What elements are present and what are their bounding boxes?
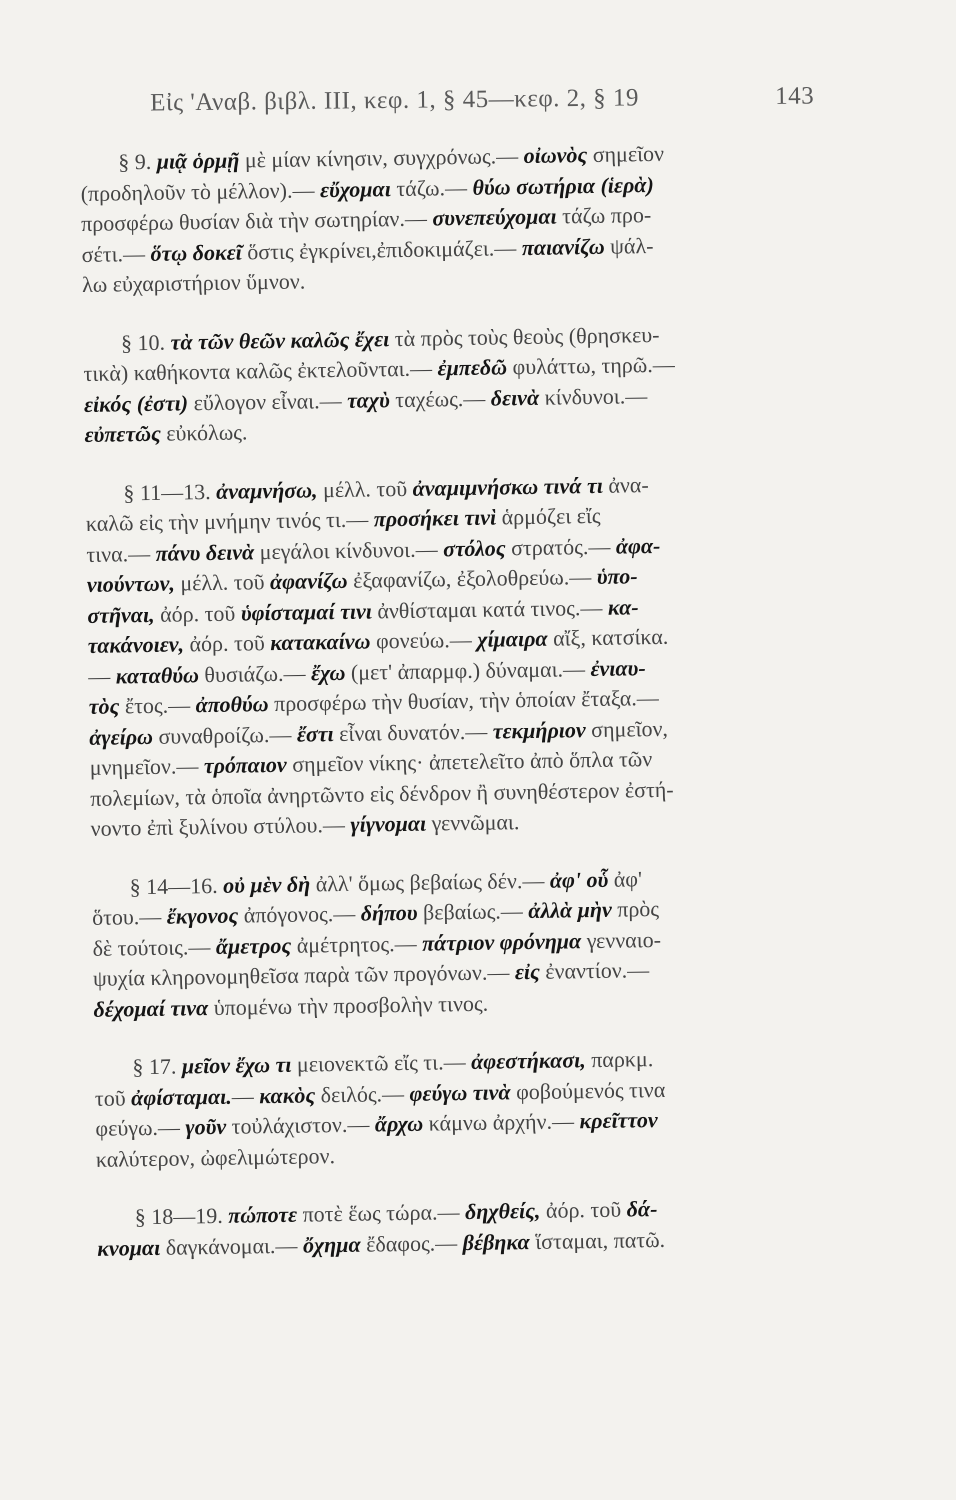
definition-text: — [88,663,116,689]
headword: μεῖον ἔχω τι [181,1051,292,1079]
definition-text: λω εὐχαριστήριον ὕμνον. [81,268,306,297]
headword: ταχὺ [346,386,390,413]
page-number: 143 [774,82,815,110]
headword: τακάνοιεν, [87,631,185,658]
definition-text: ἀόρ. τοῦ [154,600,242,627]
headword: ἀλλὰ μὴν [528,896,612,924]
headword: κρεῖττον [579,1107,658,1134]
headword: ἄρχω [374,1110,424,1137]
headword: ἄμετρος [215,932,292,959]
definition-text: τοὐλάχιστον.— [225,1111,376,1139]
headword: ἀναμιμνήσκω τινά τι [412,472,604,501]
glossary-body [80,136,858,1292]
definition-text: δὲ τούτοις.— [92,933,217,961]
headword: ἀφ' οὗ [549,866,609,893]
definition-text: σημεῖον νίκης· ἀπετελεῖτο ἀπὸ ὅπλα τῶν [286,746,653,777]
definition-text: πολεμίων, τὰ ὁποῖα ἀνηρτῶντο εἰς δένδρον ἢ συνηθέστερον ἐστή- [90,776,674,811]
headword: δεινὰ [490,384,540,411]
definition-text: εὐκόλως. [160,419,248,446]
definition-text: ὑπομένω τὴν προσβολὴν τινος. [208,990,489,1020]
definition-text: ὅστις ἐγκρίνει,ἐπιδοκιμάζει.— [241,234,523,264]
headword: ἔστι [296,720,334,747]
definition-text: σέτι.— [81,240,151,267]
headword: εὔχομαι [319,175,392,202]
definition-text: § 11—13. [123,478,217,505]
headword: τὸς [88,693,120,719]
headword: ὑφίσταμαί τινι [240,597,373,626]
definition-text: μέλλ. τοῦ [174,569,271,596]
definition-text: συναθροίζω.— [152,721,298,749]
headword: κακὸς [259,1081,316,1108]
headword: δέχομαί τινα [93,994,209,1022]
glossary-paragraph [91,860,853,1024]
headword: νιούντων, [86,570,176,597]
headword: συνεπεύχομαι [432,203,557,231]
headword: πάνυ δεινὰ [155,538,255,566]
definition-text: προσφέρω θυσίαν διὰ τὴν σωτηρίαν.— [80,205,433,236]
definition-text: ψυχία κληρονομηθεῖσα παρὰ τῶν προγόνων.— [92,959,516,991]
definition-text: § 18—19. [134,1202,229,1230]
definition-text: ποτὲ ἕως τώρα.— [296,1199,466,1227]
definition-text: ἀνθίσταμαι κατά τινος.— [371,594,609,623]
headword: θύω σωτήρια (ἱερὰ) [472,171,654,200]
headword: χίμαιρα [477,625,548,652]
definition-text: ἔδαφος.— [360,1229,463,1257]
definition-text: μέλλ. τοῦ [317,475,413,502]
definition-text: εὔλογον εἶναι.— [187,387,348,415]
headword: παιανίζω [521,233,605,260]
headword: πάτριον φρόνημα [421,927,582,956]
definition-text: στρατός.— [505,533,617,560]
headword: στόλος [442,534,506,561]
definition-text: θυσιάζω.— [198,659,312,687]
definition-text: — [231,1082,260,1109]
headword: καταθύω [115,661,200,689]
definition-text: τοῦ [94,1084,132,1111]
headword: ἀναμνήσω, [215,476,318,504]
definition-text: γενναιο- [581,926,662,953]
definition-text: § 9. [118,148,157,175]
headword: ἐμπεδῶ [437,354,508,381]
definition-text: ἁρμόζει εἴς [495,502,601,530]
headword: κνομαι [97,1234,161,1261]
headword: τρόπαιον [203,751,287,779]
definition-text: ἀόρ. τοῦ [183,630,271,657]
headword: ὅτῳ δοκεῖ [150,238,242,266]
definition-text: πρὸς [611,896,660,922]
headword: εἰκός (ἐστι) [83,389,189,417]
headword: βέβηκα [462,1228,530,1255]
definition-text: § 17. [132,1053,183,1080]
definition-text: φεύγω.— [95,1114,186,1141]
headword: οἰωνὸς [523,142,588,169]
headword: μιᾷ ὁρμῇ [156,147,240,174]
definition-text: ὅτου.— [91,903,168,930]
definition-text: τικὰ) καθήκοντα καλῶς ἐκτελοῦνται.— [83,355,438,386]
headword: δηχθείς, [464,1197,541,1225]
definition-text: τάζω προ- [556,202,652,229]
headword: γίγνομαι [350,810,427,837]
headword: φεύγω τινὰ [409,1078,511,1106]
headword: κατακαίνω [270,628,371,656]
glossary-paragraph [97,1191,858,1264]
running-head: Εἰς 'Αναβ. βιβλ. III, κεφ. 1, § 45—κεφ. 2, § 19 [150,84,640,117]
glossary-paragraph [83,317,845,451]
headword: ἀφα- [615,532,661,559]
definition-text: ἀμέτρητος.— [291,930,423,958]
headword: ἀγείρω [89,723,154,750]
headword: κα- [607,593,639,620]
definition-text: § 10. [120,329,171,355]
headword: προσήκει τινὶ [373,504,497,532]
headword: ἐνιαυ- [590,654,646,681]
definition-text: ἀνα- [602,471,649,498]
definition-text: ἀπόγονος.— [238,900,361,928]
headword: οὐ μὲν δὴ [222,870,311,898]
definition-text: § 14—16. [129,872,224,899]
definition-text: ἀφ' [608,865,643,892]
definition-text: φυλάττω, τηρῶ.— [506,351,675,380]
definition-text: μεγάλοι κίνδυνοι.— [253,535,444,564]
headword: ὄχημα [302,1231,361,1258]
definition-text: (προδηλοῦν τὸ μέλλον).— [80,176,321,206]
glossary-paragraph [94,1041,856,1175]
headword: δήπου [360,899,418,926]
definition-text: δαγκάνομαι.— [160,1232,304,1260]
headword: ἀφίσταμαι. [130,1083,232,1110]
definition-text: ἀόρ. τοῦ [540,1196,627,1223]
definition-text: αἴξ, κατσίκα. [547,623,669,651]
definition-text: (μετ' ἀπαρμφ.) δύναμαι.— [345,655,591,685]
definition-text: τὰ πρὸς τοὺς θεοὺς (θρησκευ- [389,321,660,351]
headword: ἔχω [310,659,346,685]
glossary-paragraph [80,136,842,300]
definition-text: φοβούμενός τινα [510,1076,666,1104]
definition-text: κίνδυνοι.— [538,382,648,410]
definition-text: ἵσταμαι, πατῶ. [529,1226,666,1254]
definition-text: σημεῖον [587,140,665,168]
definition-text: ψάλ- [604,232,654,259]
headword: τεκμήριον [492,716,586,744]
definition-text: γεννῶμαι. [425,809,520,836]
definition-text: ἀλλ' ὅμως βεβαίως δέν.— [310,867,551,896]
headword: γοῦν [185,1113,227,1140]
definition-text: δειλός.— [314,1080,410,1107]
definition-text: ἔτος.— [119,692,196,719]
definition-text: φονεύω.— [370,626,478,654]
page-header [150,82,815,117]
definition-text: ἐναντίον.— [539,957,650,984]
headword: ἔκγονος [166,902,239,929]
definition-text: προσφέρω τὴν θυσίαν, τὴν ὁποίαν ἔταξα.— [268,684,659,717]
definition-text: καλῶ εἰς τὴν μνήμην τινός τι.— [85,506,374,536]
headword: ἀφεστήκασι, [470,1047,586,1074]
headword: εὐπετῶς [84,420,161,447]
glossary-paragraph [85,467,851,845]
headword: στῆναι, [87,601,155,628]
headword: δά- [626,1196,658,1222]
headword: ὑπο- [596,563,638,589]
headword: ἀφανίζω [269,567,348,595]
definition-text: ἐξαφανίζω, ἐξολοθρεύω.— [347,563,597,593]
definition-text: εἶναι δυνατόν.— [333,718,493,746]
definition-text: παρκμ. [585,1046,654,1073]
definition-text: μνημεῖον.— [89,753,205,780]
definition-text: ταχέως.— [389,385,491,412]
definition-text: τάζω.— [390,174,473,201]
definition-text: βεβαίως.— [417,898,529,925]
definition-text: νοντο ἐπὶ ξυλίνου στύλου.— [90,811,351,841]
headword: εἰς [514,958,540,985]
definition-text: σημεῖον, [585,715,669,742]
definition-text: μειονεκτῶ εἴς τι.— [291,1048,472,1077]
definition-text: κάμνω ἀρχήν.— [422,1108,580,1136]
definition-text: καλύτερον, ὠφελιμώτερον. [95,1142,336,1172]
definition-text: μὲ μίαν κίνησιν, συγχρόνως.— [239,143,524,173]
headword: πώποτε [228,1201,298,1228]
headword: τὰ τῶν θεῶν καλῶς ἔχει [170,325,390,355]
definition-text: τινα.— [86,540,156,567]
headword: ἀποθύω [195,691,269,718]
